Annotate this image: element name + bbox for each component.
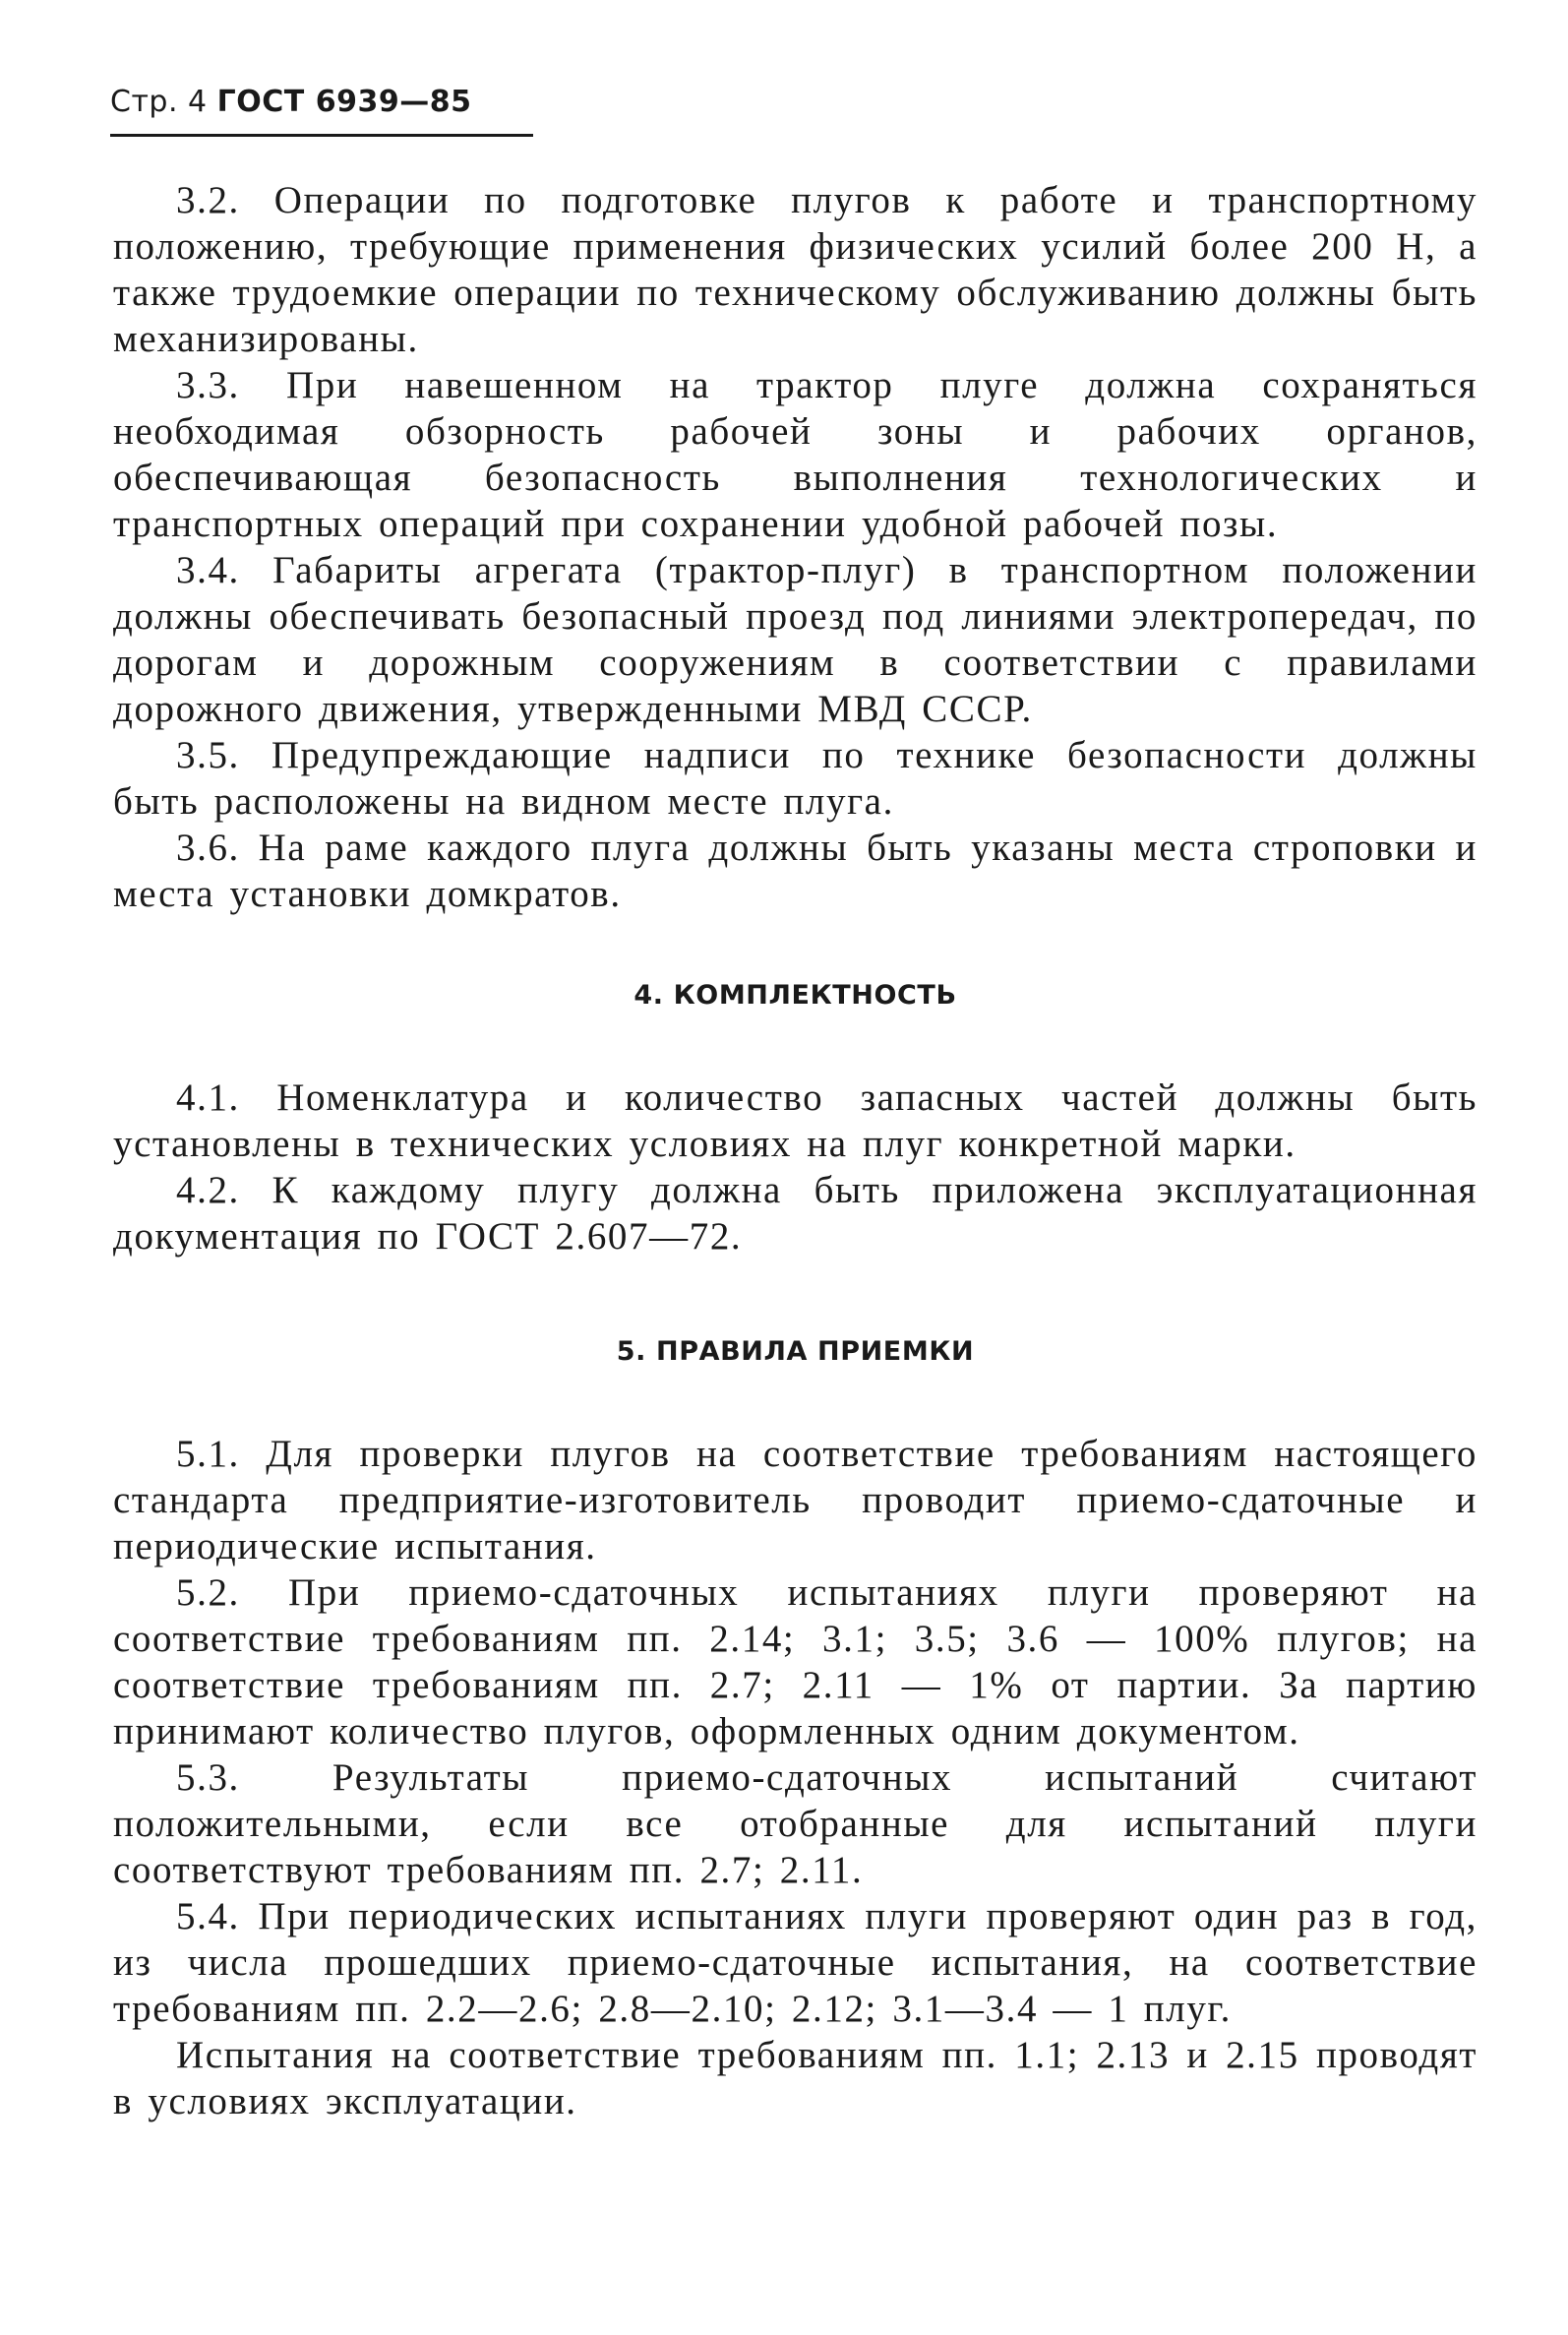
paragraph-3-6: 3.6. На раме каждого плуга должны быть указаны места строповки и места установки домкратов.: [113, 827, 1478, 915]
paragraph-5-1: 5.1. Для проверки плугов на соответствие требованиям настоящего стандарта предприятие-изготовитель проводит приемо-сдаточные и периодические испытания.: [113, 1433, 1478, 1567]
paragraph-3-5: 3.5. Предупреждающие надписи по технике безопасности должны быть расположены на видном месте плуга.: [113, 734, 1478, 823]
page-number-label: Стр. 4: [110, 85, 208, 119]
document-body: [113, 177, 1478, 2124]
paragraph-5-3: 5.3. Результаты приемо-сдаточных испытаний считают положительными, если все отобранные для испытаний плуги соответствуют требованиям пп. 2.7; 2.11.: [113, 1756, 1478, 1891]
paragraph-3-3: 3.3. При навешенном на трактор плуге должна сохраняться необходимая обзорность рабочей зоны и рабочих органов, обеспечивающая безопасность выполнения технологических и транспортных операций при сохранении удобной рабочей позы.: [113, 364, 1478, 545]
paragraph-4-1: 4.1. Номенклатура и количество запасных частей должны быть установлены в технических условиях на плуг конкретной марки.: [113, 1076, 1478, 1165]
page-header: [110, 83, 533, 122]
paragraph-5-4: 5.4. При периодических испытаниях плуги проверяют один раз в год, из числа прошедших приемо-сдаточные испытания, на соответствие требованиям пп. 2.2—2.6; 2.8—2.10; 2.12; 3.1—3.4 — 1 плуг.: [113, 1895, 1478, 2030]
paragraph-4-2: 4.2. К каждому плугу должна быть приложена эксплуатационная документация по ГОСТ 2.607—72.: [113, 1169, 1478, 1258]
paragraph-5-2: 5.2. При приемо-сдаточных испытаниях плуги проверяют на соответствие требованиям пп. 2.14; 3.1; 3.5; 3.6 — 100% плугов; на соответствие требованиям пп. 2.7; 2.11 — 1% от партии. За партию принимают количество плугов, оформленных одним документом.: [113, 1571, 1478, 1752]
section-4-heading: 4. КОМПЛЕКТНОСТЬ: [633, 980, 957, 1011]
section-5-heading: 5. ПРАВИЛА ПРИЕМКИ: [616, 1336, 975, 1367]
paragraph-3-4: 3.4. Габариты агрегата (трактор-плуг) в транспортном положении должны обеспечивать безопасный проезд под линиями электропередач, по дорогам и дорожным сооружениям в соответствии с правилами дорожного движения, утвержденными МВД СССР.: [113, 549, 1478, 730]
document-id: ГОСТ 6939—85: [216, 85, 472, 119]
paragraph-5-4-continuation: Испытания на соответствие требованиям пп. 1.1; 2.13 и 2.15 проводят в условиях эксплуатации.: [113, 2034, 1478, 2122]
header-divider: [110, 134, 533, 137]
paragraph-3-2: 3.2. Операции по подготовке плугов к работе и транспортному положению, требующие применения физических усилий более 200 Н, а также трудоемкие операции по техническому обслуживанию должны быть механизированы.: [113, 179, 1478, 360]
